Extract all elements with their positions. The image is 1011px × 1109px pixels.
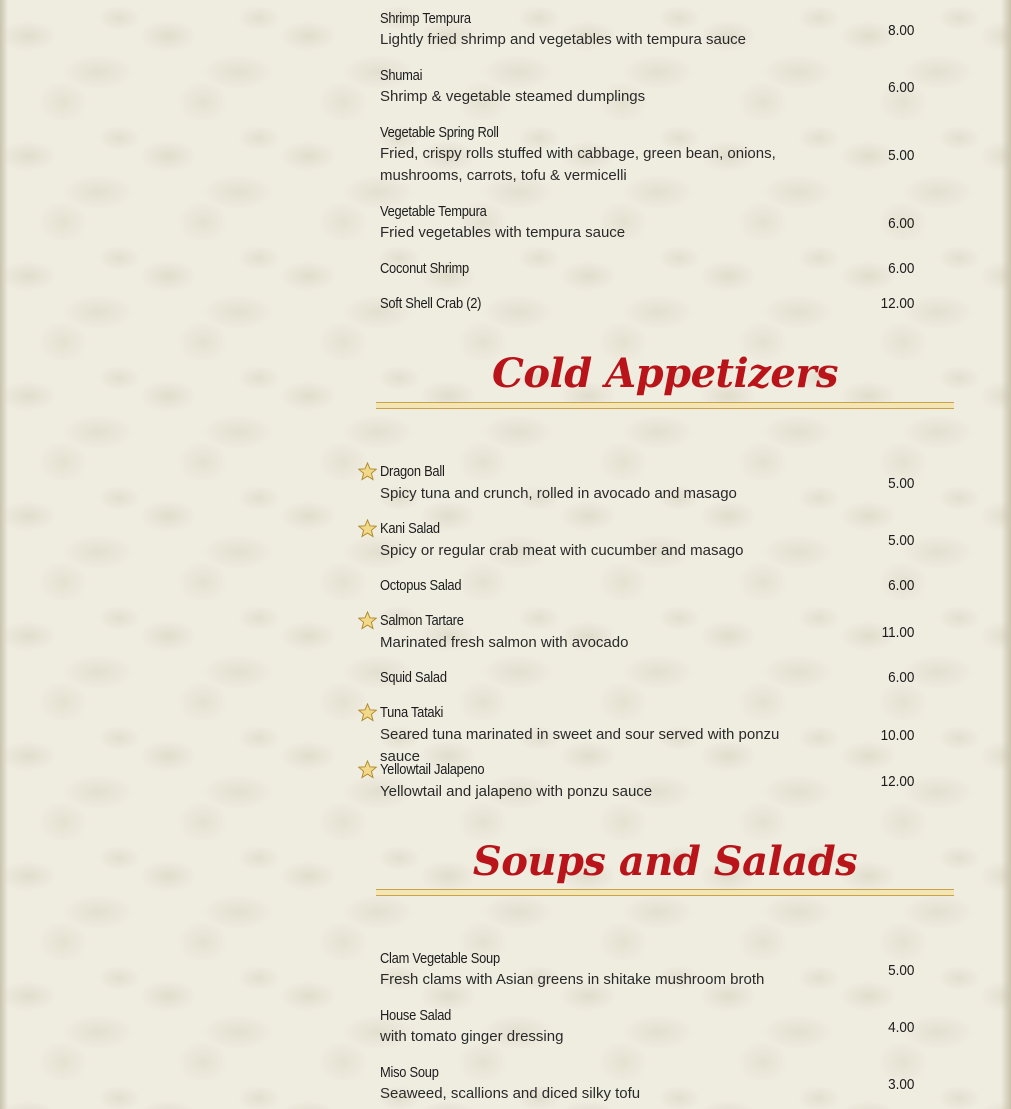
item-price: 6.00 [888, 669, 915, 686]
item-price: 8.00 [888, 22, 915, 39]
item-price: 12.00 [880, 295, 915, 312]
menu-item [358, 760, 918, 803]
item-name: Kani Salad [380, 520, 440, 537]
item-description: Seared tuna marinated in sweet and sour served with ponzu sauce [380, 726, 780, 765]
star-icon [358, 703, 380, 722]
item-price: 3.00 [888, 1076, 915, 1093]
menu-item [358, 67, 918, 108]
item-price: 10.00 [880, 727, 915, 744]
menu-item [358, 260, 918, 277]
item-name: Yellowtail Jalapeno [380, 761, 485, 778]
item-price: 11.00 [881, 624, 915, 641]
section-divider [376, 889, 954, 896]
item-price: 4.00 [888, 1019, 915, 1036]
menu-item [358, 950, 918, 991]
menu-item [358, 611, 918, 654]
item-price: 6.00 [888, 260, 915, 277]
item-description: Yellowtail and jalapeno with ponzu sauce [380, 783, 653, 800]
menu-item [358, 295, 918, 312]
menu-item [358, 1064, 918, 1105]
item-description: with tomato ginger dressing [380, 1028, 564, 1045]
menu-item [358, 203, 918, 244]
item-name: Shrimp Tempura [380, 10, 471, 27]
menu-item [358, 462, 918, 505]
item-description: Lightly fried shrimp and vegetables with tempura sauce [380, 31, 747, 48]
star-icon [358, 462, 380, 481]
item-name: Vegetable Tempura [380, 203, 487, 220]
item-description: Seaweed, scallions and diced silky tofu [380, 1085, 641, 1102]
item-description: Marinated fresh salmon with avocado [380, 634, 629, 651]
section-divider [376, 402, 954, 409]
item-description: Fried vegetables with tempura sauce [380, 224, 626, 241]
star-icon [358, 519, 380, 538]
menu-item [358, 10, 918, 51]
item-name: Squid Salad [380, 669, 447, 686]
item-name: Clam Vegetable Soup [380, 950, 500, 967]
item-price: 5.00 [888, 532, 915, 549]
item-description: Spicy tuna and crunch, rolled in avocado and masago [380, 485, 737, 502]
star-icon [358, 611, 380, 630]
item-name: Coconut Shrimp [380, 260, 469, 277]
item-description: Fresh clams with Asian greens in shitake mushroom broth [380, 971, 765, 988]
item-price: 5.00 [888, 475, 915, 492]
section-title-soups-and-salads: Soups and Salads [472, 838, 858, 885]
item-name: Shumai [380, 67, 423, 84]
item-name: Octopus Salad [380, 577, 462, 594]
item-description: Spicy or regular crab meat with cucumber and masago [380, 542, 744, 559]
page-edge-left [0, 0, 8, 1109]
menu-item [358, 577, 918, 594]
menu-item [358, 519, 918, 562]
item-price: 5.00 [888, 147, 915, 164]
item-name: Tuna Tataki [380, 704, 444, 721]
menu-item [358, 669, 918, 686]
item-price: 6.00 [888, 79, 915, 96]
menu-item [358, 703, 918, 768]
item-name: House Salad [380, 1007, 452, 1024]
page-edge-right [1001, 0, 1011, 1109]
star-icon [358, 760, 380, 779]
item-name: Dragon Ball [380, 463, 445, 480]
menu-item [358, 1007, 918, 1048]
menu-item [358, 124, 918, 187]
section-title-cold-appetizers: Cold Appetizers [492, 350, 838, 397]
item-description: Shrimp & vegetable steamed dumplings [380, 88, 646, 105]
item-price: 6.00 [888, 577, 915, 594]
item-price: 5.00 [888, 962, 915, 979]
item-description: Fried, crispy rolls stuffed with cabbage, green bean, onions, mushrooms, carrots, tofu & vermicelli [380, 145, 776, 184]
item-price: 6.00 [888, 215, 915, 232]
item-price: 12.00 [880, 773, 915, 790]
item-name: Salmon Tartare [380, 612, 464, 629]
item-name: Miso Soup [380, 1064, 439, 1081]
item-name: Vegetable Spring Roll [380, 124, 499, 141]
item-name: Soft Shell Crab (2) [380, 295, 482, 312]
